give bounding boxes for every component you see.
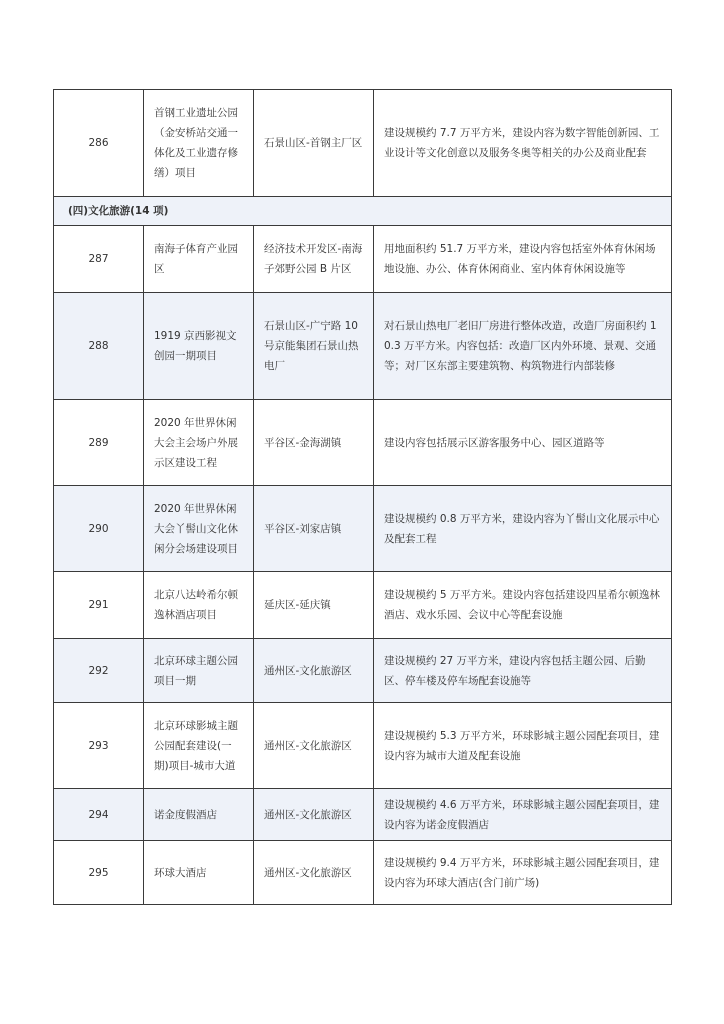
project-location: 平谷区-金海湖镇: [254, 400, 374, 486]
project-content: 建设规模约 9.4 万平方米，环球影城主题公园配套项目，建设内容为环球大酒店(含门前广场): [374, 841, 672, 905]
table-row: [54, 293, 672, 400]
table-row: [54, 90, 672, 197]
project-content: 建设规模约 5 万平方米。建设内容包括建设四星希尔顿逸林酒店、戏水乐园、会议中心等配套设施: [374, 572, 672, 639]
row-number: 290: [54, 486, 144, 572]
project-location: 通州区-文化旅游区: [254, 841, 374, 905]
project-location: 通州区-文化旅游区: [254, 639, 374, 703]
project-content: 建设规模约 7.7 万平方米，建设内容为数字智能创新园、工业设计等文化创意以及服务冬奥等相关的办公及商业配套: [374, 90, 672, 197]
project-name: 首钢工业遗址公园（金安桥站交通一体化及工业遗存修缮）项目: [144, 90, 254, 197]
project-name: 北京八达岭希尔顿逸林酒店项目: [144, 572, 254, 639]
project-content: 建设规模约 0.8 万平方米，建设内容为丫髻山文化展示中心及配套工程: [374, 486, 672, 572]
row-number: 287: [54, 226, 144, 293]
project-name: 北京环球影城主题公园配套建设(一期)项目-城市大道: [144, 703, 254, 789]
project-location: 延庆区-延庆镇: [254, 572, 374, 639]
row-number: 295: [54, 841, 144, 905]
project-name: 2020 年世界休闲大会丫髻山文化休闲分会场建设项目: [144, 486, 254, 572]
table-row: [54, 226, 672, 293]
project-location: 通州区-文化旅游区: [254, 703, 374, 789]
project-location: 通州区-文化旅游区: [254, 789, 374, 841]
project-content: 建设规模约 5.3 万平方米，环球影城主题公园配套项目，建设内容为城市大道及配套设施: [374, 703, 672, 789]
row-number: 293: [54, 703, 144, 789]
table-row: [54, 572, 672, 639]
project-location: 平谷区-刘家店镇: [254, 486, 374, 572]
project-location: 经济技术开发区-南海子郊野公园 B 片区: [254, 226, 374, 293]
project-name: 北京环球主题公园项目一期: [144, 639, 254, 703]
table-row: [54, 703, 672, 789]
project-name: 1919 京西影视文创园一期项目: [144, 293, 254, 400]
project-location: 石景山区-广宁路 10 号京能集团石景山热电厂: [254, 293, 374, 400]
row-number: 292: [54, 639, 144, 703]
project-location: 石景山区-首钢主厂区: [254, 90, 374, 197]
table-row: [54, 486, 672, 572]
row-number: 286: [54, 90, 144, 197]
project-content: 建设规模约 4.6 万平方米，环球影城主题公园配套项目，建设内容为诺金度假酒店: [374, 789, 672, 841]
row-number: 288: [54, 293, 144, 400]
project-name: 南海子体育产业园区: [144, 226, 254, 293]
row-number: 291: [54, 572, 144, 639]
project-table: [53, 89, 672, 905]
project-content: 建设规模约 27 万平方米，建设内容包括主题公园、后勤区、停车楼及停车场配套设施等: [374, 639, 672, 703]
project-name: 2020 年世界休闲大会主会场户外展示区建设工程: [144, 400, 254, 486]
project-name: 诺金度假酒店: [144, 789, 254, 841]
row-number: 294: [54, 789, 144, 841]
table-row: [54, 789, 672, 841]
section-header-row: [54, 197, 672, 226]
project-content: 用地面积约 51.7 万平方米，建设内容包括室外体育休闲场地设施、办公、体育休闲商业、室内体育休闲设施等: [374, 226, 672, 293]
row-number: 289: [54, 400, 144, 486]
project-content: 对石景山热电厂老旧厂房进行整体改造，改造厂房面积约 10.3 万平方米。内容包括：改造厂区内外环境、景观、交通等；对厂区东部主要建筑物、构筑物进行内部装修: [374, 293, 672, 400]
table-row: [54, 639, 672, 703]
table-row: [54, 841, 672, 905]
project-content: 建设内容包括展示区游客服务中心、园区道路等: [374, 400, 672, 486]
table-row: [54, 400, 672, 486]
project-name: 环球大酒店: [144, 841, 254, 905]
section-title: (四)文化旅游(14 项): [54, 197, 672, 226]
